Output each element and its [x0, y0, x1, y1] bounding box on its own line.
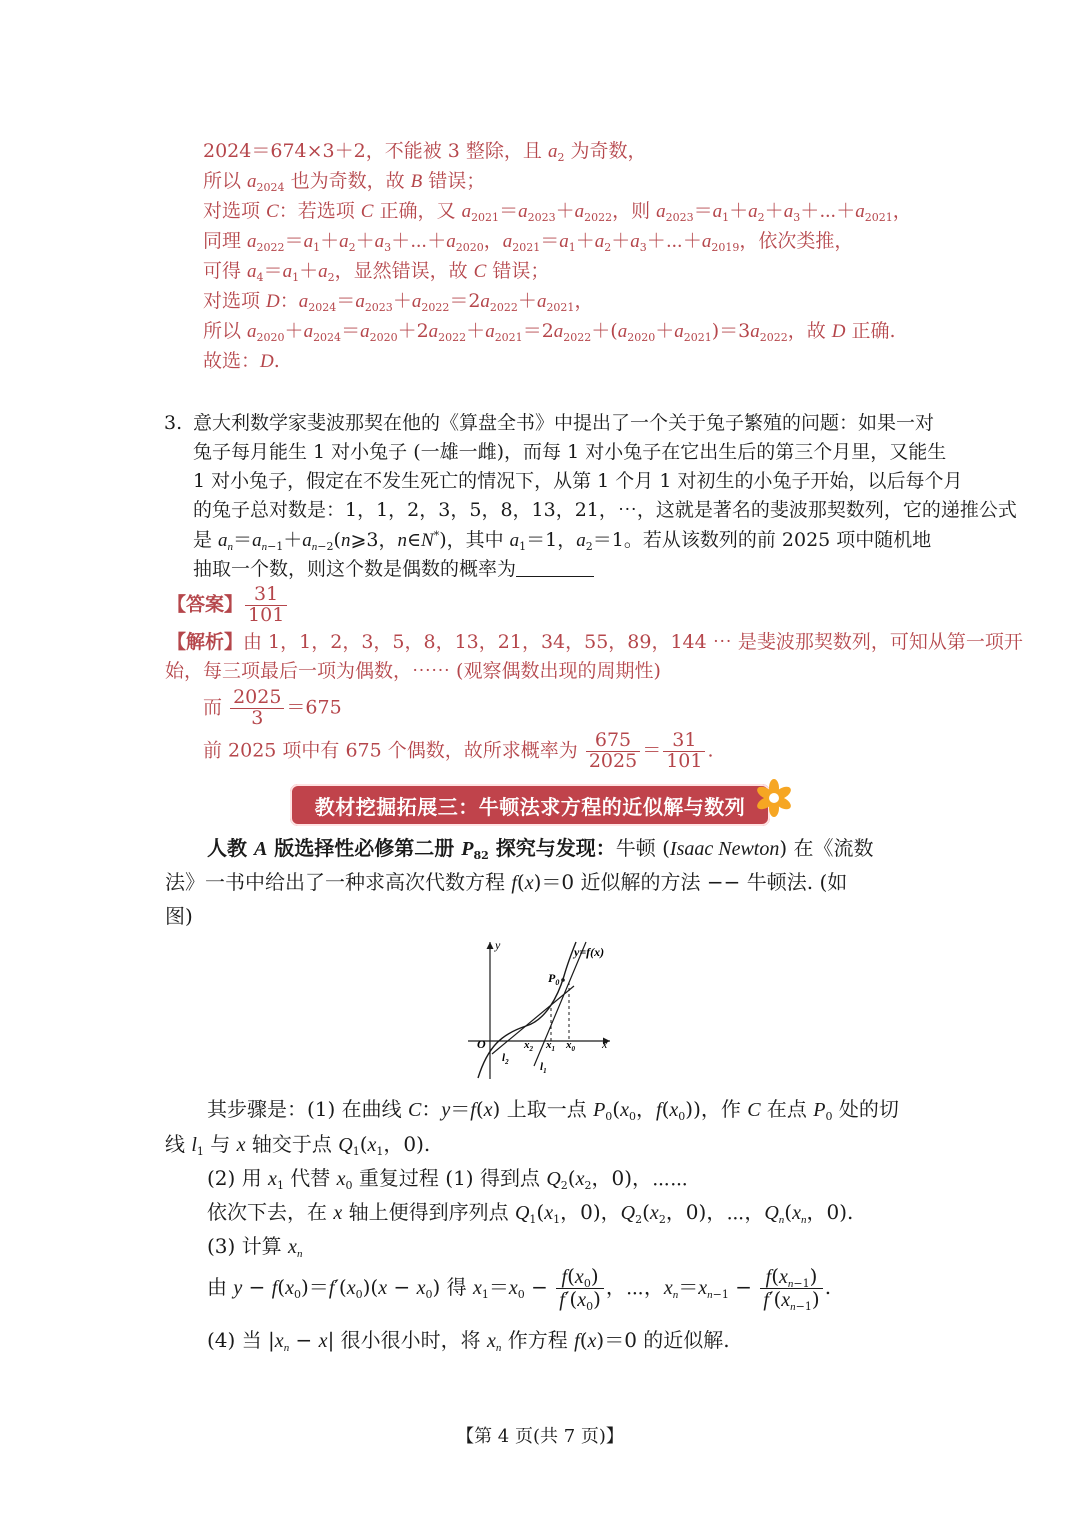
sol2-line-5: 可得 $a_4=a_1+a_2$，显然错误，故 C 错误；: [203, 260, 550, 284]
step-3: (3) 计算 $x_n$: [207, 1234, 303, 1260]
q3-line-4: 的兔子总对数是：1，1，2，3，5，8，13，21，⋯，这就是著名的斐波那契数列，它的递推公式: [193, 499, 1017, 521]
l2-label: $l_2$: [502, 1052, 509, 1066]
q3-line-6: 抽取一个数，则这个数是偶数的概率为: [193, 556, 594, 582]
intro-line-1: 人教 A 版选择性必修第二册 $P_{82}$ 探究与发现：牛顿 (Isaac Newton) 在《流数: [207, 836, 874, 862]
q3-line-5: 是 $a_n=a_{n-1}+a_{n-2}(n⩾3$，n∈N*)，其中 $a_1=1$，$a_2=1$。若从该数列的前 2025 项中随机地: [193, 529, 932, 553]
q3-line-1: 意大利数学家斐波那契在他的《算盘全书》中提出了一个关于兔子繁殖的问题：如果一对: [193, 412, 935, 434]
answer-line: [167, 585, 289, 626]
y-label: y: [495, 938, 501, 952]
step-4: (4) 当 $|x_n - x|$ 很小很小时，将 $x_n$ 作方程 f(x)＝0 的近似解.: [207, 1328, 730, 1354]
page-footer: 【第 4 页(共 7 页)】: [456, 1426, 624, 1447]
origin-label: O: [477, 1037, 486, 1051]
x-label: x: [602, 1037, 608, 1051]
sol2-line-7: 所以 $a_{2020}+a_{2024}=a_{2020}+2a_{2022}+a_{2021}=2a_{2022}+(a_{2020}+a_{2021})=3a_{2022}$，故 D 正确.: [203, 320, 896, 344]
point-p0: [561, 978, 565, 982]
sol2-line-8: 故选：D.: [203, 350, 280, 372]
analysis-line-3: 而 $\frac{2025}{3}$ ＝675: [203, 686, 342, 729]
intro-line-3: 图): [165, 904, 193, 928]
section-banner: [290, 784, 770, 826]
l1-label: $l_1$: [540, 1061, 547, 1075]
curve-path: [478, 942, 576, 1078]
fraction-675-over-2025: $\frac{675}{2025}$: [586, 731, 640, 772]
q3-line-3: 1 对小兔子，假定在不发生死亡的情况下，从第 1 个月 1 对初生的小兔子开始，以后每个月: [193, 470, 963, 492]
intro-line-2: 法》一书中给出了一种求高次代数方程 f(x)＝0 近似解的方法 −− 牛顿法. (如: [165, 870, 848, 894]
step-2: (2) 用 $x_1$ 代替 $x_0$ 重复过程 (1) 得到点 $Q_2(x_2$，0)，⋯⋯: [207, 1166, 688, 1192]
x0-label: $x_0$: [566, 1039, 575, 1053]
step-formula: 由 $y - f(x_0)=f'(x_0)(x - x_0)$ 得 $x_1=x_0$ − $\frac{f(x_0)}{f'(x_0)}$ ，⋯，$x_n=x_{n-1}$ − $\frac{f(x_{n-1})}{f'(x_{n-1})}$ .: [207, 1264, 832, 1313]
analysis-line-2: 始，每三项最后一项为偶数，⋯⋯ (观察偶数出现的周期性): [165, 660, 661, 682]
section-title: 教材挖掘拓展三：牛顿法求方程的近似解与数列: [314, 794, 746, 819]
newton-method-figure: [462, 936, 622, 1082]
analysis-line-1: 【解析】由 1，1，2，3，5，8，13，21，34，55，89，144 ⋯ 是斐波那契数列，可知从第一项开: [167, 631, 1023, 653]
tangent-l2: [492, 986, 574, 1054]
answer-tag: 【答案】: [167, 593, 244, 616]
sol2-line-3: 对选项 C：若选项 C 正确，又 $a_{2021}=a_{2023}+a_{2022}$，则 $a_{2023}=a_1+a_2+a_3+\cdots+a_{2021}$，: [203, 200, 912, 224]
x2-label: $x_2$: [524, 1039, 533, 1053]
step-1-line-b: 线 $l_1$ 与 x 轴交于点 $Q_1(x_1$，0).: [165, 1132, 431, 1158]
analysis-tag: 【解析】: [167, 631, 244, 653]
q3-number: 3.: [164, 412, 183, 434]
step-1-line-a: 其步骤是：(1) 在曲线 C：y＝f(x) 上取一点 $P_0(x_0$，$f(x_0)$)，作 C 在点 $P_0$ 处的切: [207, 1097, 899, 1123]
q3-line-2: 兔子每月能生 1 对小兔子 (一雄一雌)，而每 1 对小兔子在它出生后的第三个月里，又能生: [193, 441, 947, 463]
fraction-newton-n: $\frac{f(x_{n-1})}{f'(x_{n-1})}$: [760, 1266, 822, 1311]
answer-fraction: $\frac{31}{101}$: [245, 585, 287, 626]
x1-label: $x_1$: [546, 1039, 555, 1053]
fraction-31-over-101: $\frac{31}{101}$: [663, 731, 705, 772]
fraction-2025-over-3: $\frac{2025}{3}$: [230, 688, 284, 729]
curve-label: y=f(x): [574, 945, 605, 959]
sol2-line-6: 对选项 D：$a_{2024}=a_{2023}+a_{2022}=2a_{2022}+a_{2021}$，: [203, 290, 594, 314]
fraction-newton-1: $\frac{f(x_0)}{f'(x_0)}$: [556, 1266, 604, 1311]
tangent-l1: [534, 942, 586, 1066]
sol2-line-1: 2024＝674×3＋2，不能被 3 整除，且 $a_2$ 为奇数，: [203, 140, 647, 164]
sol2-line-2: 所以 $a_{2024}$ 也为奇数，故 B 错误；: [203, 170, 486, 194]
sol2-line-4: 同理 $a_{2022}=a_1+a_2+a_3+\cdots+a_{2020}$，$a_{2021}=a_1+a_2+a_3+\cdots+a_{2019}$，依次类推，: [203, 230, 854, 254]
flower-icon: [752, 776, 796, 820]
analysis-line-4: 前 2025 项中有 675 个偶数，故所求概率为 $\frac{675}{2025}$ ＝ $\frac{31}{101}$ .: [203, 729, 714, 772]
p0-label: $P_0$: [548, 971, 560, 987]
answer-blank: [516, 558, 594, 577]
step-sequence: 依次下去，在 x 轴上便得到序列点 $Q_1(x_1$，0)，$Q_2(x_2$，0)，⋯，$Q_n(x_n$，0).: [207, 1200, 854, 1226]
